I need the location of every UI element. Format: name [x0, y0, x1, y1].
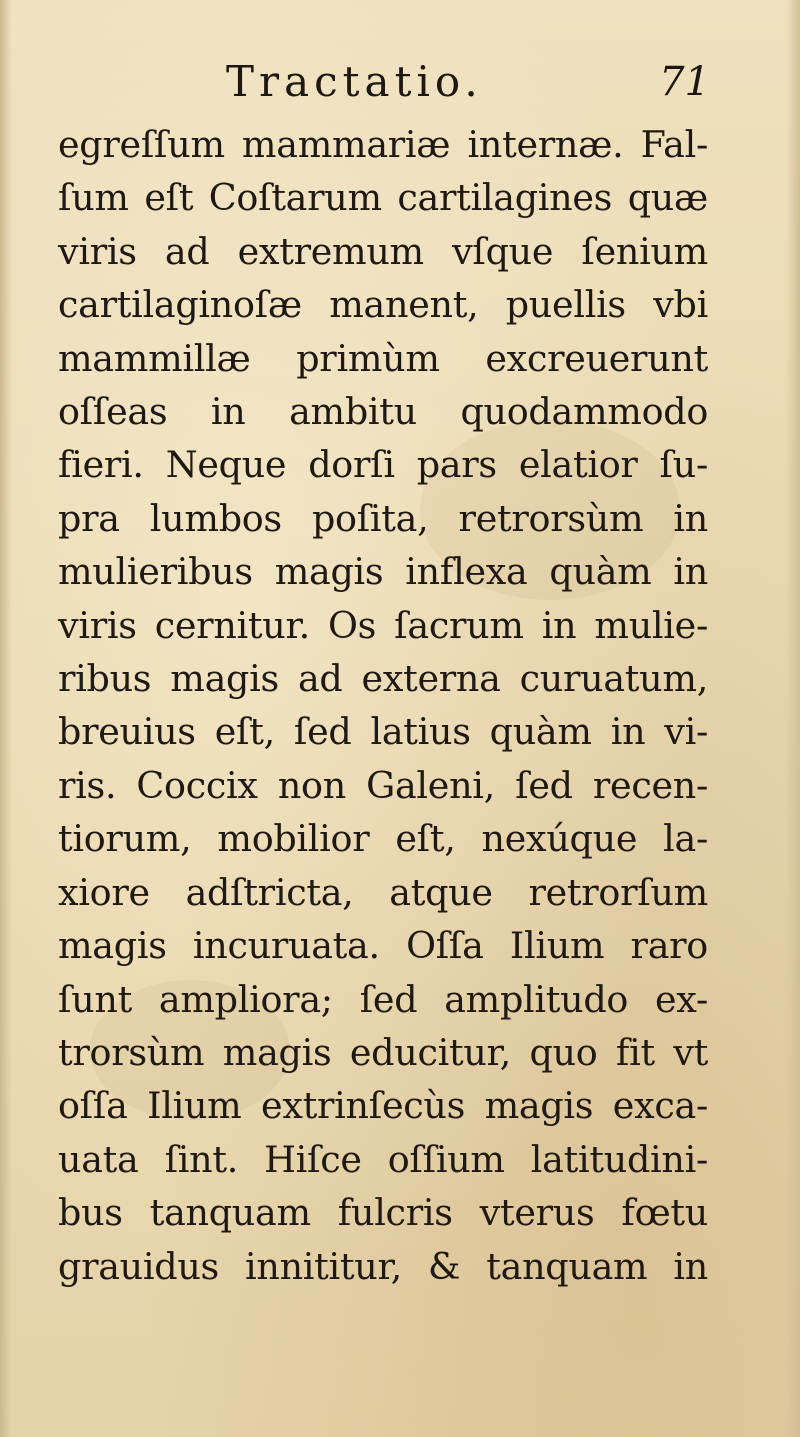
text-line: mammillæ primùm excreuerunt — [58, 336, 708, 380]
page-edge-right — [786, 0, 800, 1437]
page-header — [58, 52, 718, 112]
text-line: fieri. Neque dorſi pars elatior ſu- — [58, 443, 708, 487]
text-line: egreſſum mammariæ internæ. Fal- — [58, 123, 708, 166]
text-line: ribus magis ad externa curuatum, — [58, 657, 708, 701]
running-title: Tractatio. — [226, 57, 483, 106]
page-number: 71 — [659, 59, 710, 105]
text-line: viris cernitur. Os ſacrum in mulie- — [58, 603, 708, 647]
text-line: breuius eſt, ſed latius quàm in vi- — [58, 710, 708, 754]
text-line: oſſa Ilium extrinſecùs magis exca- — [58, 1084, 708, 1128]
text-line: uata ſint. Hiſce oſſium latitudini- — [58, 1137, 708, 1181]
text-line: xiore adſtricta, atque retrorſum — [58, 870, 708, 914]
text-line: mulieribus magis inflexa quàm in — [58, 550, 708, 594]
text-line: trorsùm magis educitur, quo fit vt — [58, 1030, 708, 1074]
text-line: grauidus innititur, & tanquam in — [58, 1244, 708, 1288]
text-line: ſunt ampliora; ſed amplitudo ex- — [58, 977, 708, 1021]
text-line: bus tanquam fulcris vterus fœtu — [58, 1191, 708, 1235]
text-line: oſſeas in ambitu quodammodo — [58, 390, 708, 434]
text-line: tiorum, mobilior eſt, nexúque la- — [58, 817, 708, 861]
text-line: cartilaginoſæ manent, puellis vbi — [58, 283, 708, 327]
text-line: ris. Coccix non Galeni, ſed recen- — [58, 763, 708, 807]
text-line: pra lumbos poſita, retrorsùm in — [58, 496, 708, 540]
text-line: magis incuruata. Oſſa Ilium raro — [58, 924, 708, 968]
text-line: viris ad extremum vſque ſenium — [58, 229, 708, 273]
text-line: ſum eſt Coſtarum cartilagines quæ — [58, 176, 708, 220]
page-edge-left — [0, 0, 12, 1437]
text-block — [58, 118, 708, 1293]
